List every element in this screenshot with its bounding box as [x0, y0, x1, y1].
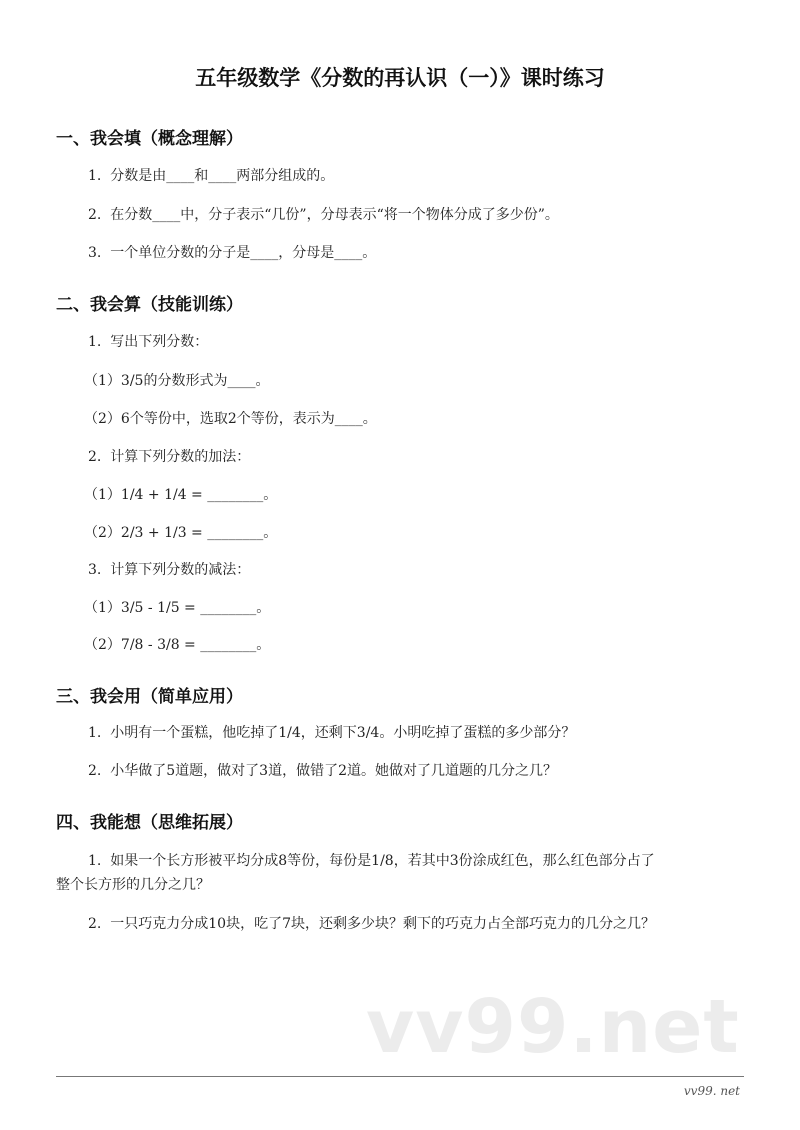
question-2-3: 3. 计算下列分数的减法：	[88, 562, 251, 578]
question-2-3-a: （1）3/5 - 1/5 = ________。	[84, 600, 271, 616]
footer-divider	[56, 1076, 744, 1077]
question-2-3-b: （2）7/8 - 3/8 = ________。	[84, 637, 271, 653]
question-1-2: 2. 在分数____中，分子表示“几份”，分母表示“将一个物体分成了多少份”。	[88, 207, 559, 223]
question-2-1: 1. 写出下列分数：	[88, 334, 209, 350]
question-1-1: 1. 分数是由____和____两部分组成的。	[88, 168, 335, 184]
question-2-2-b: （2）2/3 + 1/3 = ________。	[84, 525, 278, 541]
question-4-1: 1. 如果一个长方形被平均分成8等份，每份是1/8，若其中3份涂成红色，那么红色部分占了	[88, 853, 655, 869]
question-4-1-continued: 整个长方形的几分之几？	[56, 877, 210, 893]
section-heading-1: 一、我会填（概念理解）	[56, 129, 243, 149]
section-heading-2: 二、我会算（技能训练）	[56, 295, 243, 315]
question-3-2: 2. 小华做了5道题，做对了3道，做错了2道。她做对了几道题的几分之几？	[88, 763, 557, 779]
page-title: 五年级数学《分数的再认识（一）》课时练习	[195, 66, 605, 90]
watermark: vv99.net	[366, 984, 740, 1070]
question-3-1: 1. 小明有一个蛋糕，他吃掉了1/4，还剩下3/4。小明吃掉了蛋糕的多少部分？	[88, 725, 576, 741]
question-2-2-a: （1）1/4 + 1/4 = ________。	[84, 487, 278, 503]
question-1-3: 3. 一个单位分数的分子是____，分母是____。	[88, 245, 377, 261]
question-2-1-a: （1）3/5的分数形式为____。	[84, 373, 270, 389]
section-heading-3: 三、我会用（简单应用）	[56, 687, 243, 707]
section-heading-4: 四、我能想（思维拓展）	[56, 813, 243, 833]
question-2-1-b: （2）6个等份中，选取2个等份，表示为____。	[84, 411, 377, 427]
question-4-2: 2. 一只巧克力分成10块，吃了7块，还剩多少块？剩下的巧克力占全部巧克力的几分之几？	[88, 916, 655, 932]
question-2-2: 2. 计算下列分数的加法：	[88, 449, 251, 465]
footer-site: vv99. net	[683, 1084, 740, 1098]
